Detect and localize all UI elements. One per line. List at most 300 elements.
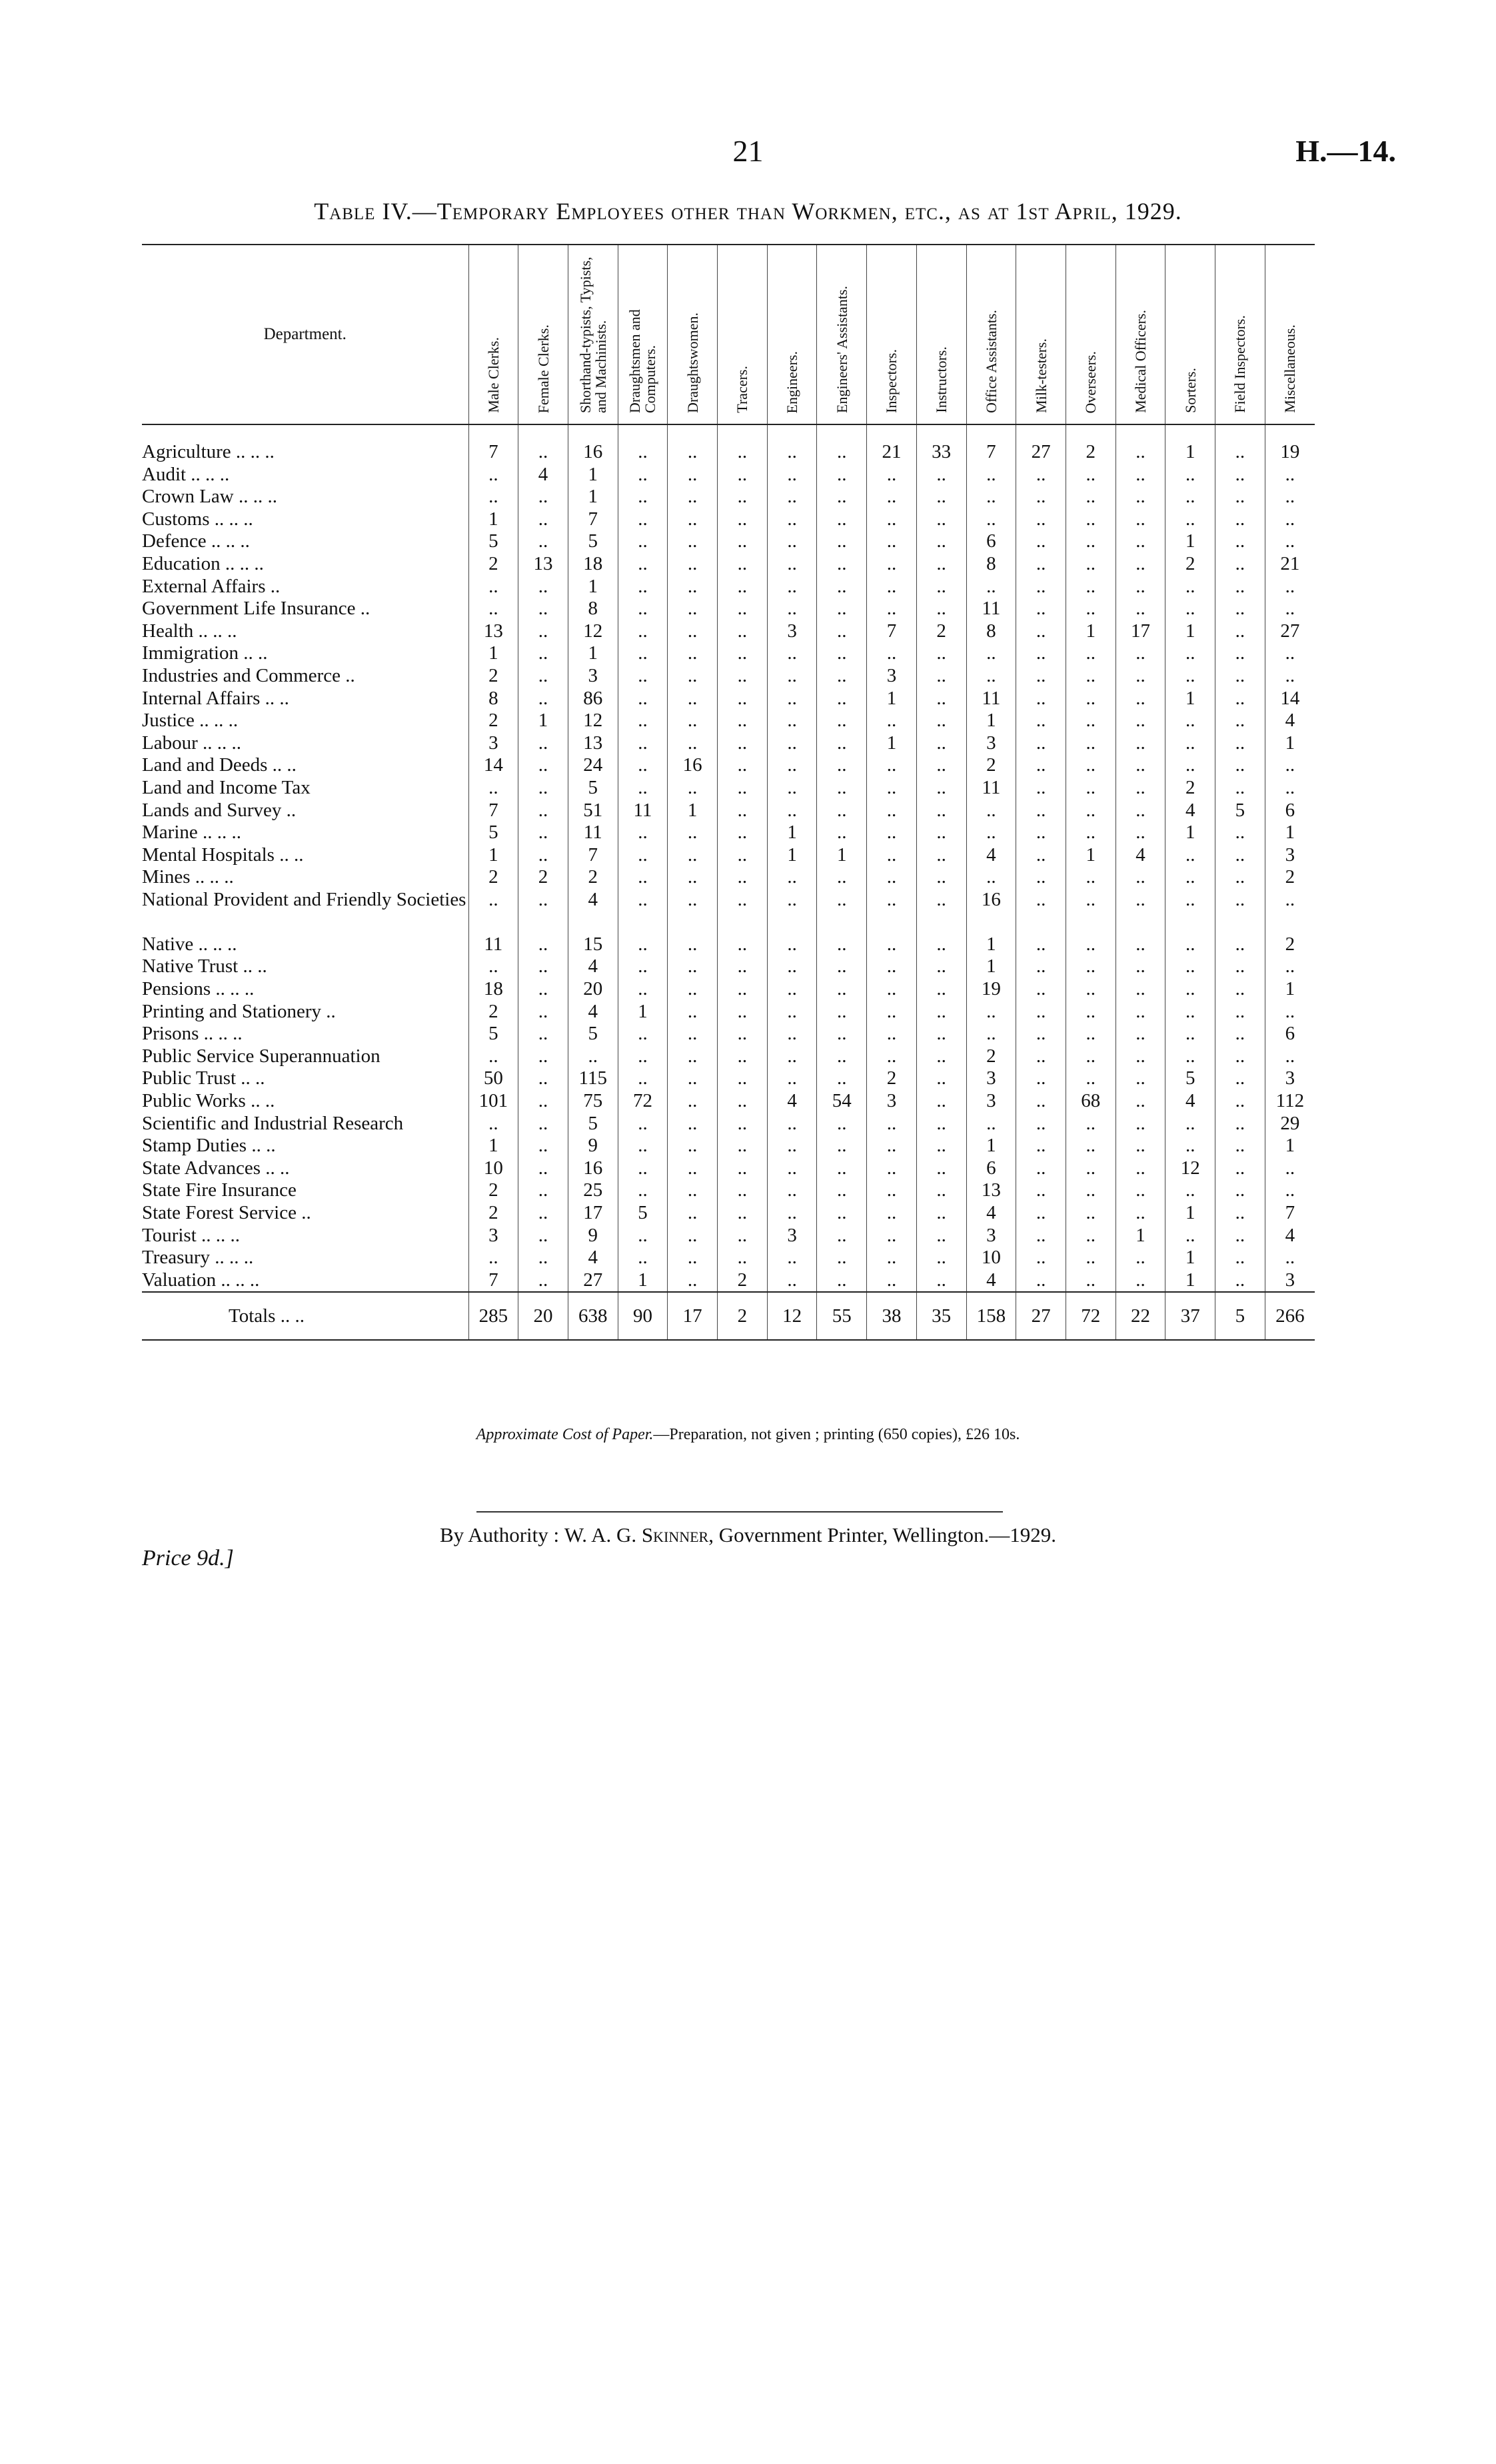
table-cell: 7 (966, 424, 1016, 464)
table-cell: .. (468, 1045, 518, 1068)
table-cell: .. (1016, 1045, 1066, 1068)
column-header-label: Instructors. (933, 346, 950, 413)
department-name: Native Trust .. .. (142, 955, 267, 977)
table-cell: 27 (1265, 620, 1315, 643)
table-cell: .. (1016, 1090, 1066, 1113)
table-cell: .. (1215, 598, 1265, 620)
column-header-label: Draughtswomen. (684, 312, 701, 413)
table-cell: 18 (568, 553, 618, 576)
table-cell: .. (817, 1269, 867, 1293)
department-name: Public Service Superannuation (142, 1045, 380, 1067)
table-cell: .. (1165, 1113, 1215, 1135)
table-cell: 1 (468, 642, 518, 665)
table-cell: .. (668, 1045, 718, 1068)
table-cell: .. (618, 424, 668, 464)
table-cell: .. (1215, 665, 1265, 688)
department-name: Customs .. .. .. (142, 508, 253, 530)
table-cell: 12 (568, 710, 618, 732)
table-cell: 11 (468, 933, 518, 956)
table-cell: 2 (966, 1045, 1016, 1068)
table-cell: 1 (468, 844, 518, 867)
table-cell: .. (718, 844, 768, 867)
total-cell: 638 (568, 1292, 618, 1340)
table-cell: .. (1016, 866, 1066, 889)
table-cell: 1 (1265, 732, 1315, 755)
table-cell: .. (1215, 1135, 1265, 1157)
table-cell: 7 (468, 1269, 518, 1293)
table-row (142, 866, 1315, 889)
table-row (142, 1179, 1315, 1202)
table-cell: .. (1066, 1269, 1116, 1293)
table-cell: .. (668, 1113, 718, 1135)
table-cell: .. (668, 486, 718, 508)
table-row (142, 1045, 1315, 1068)
table-cell: 3 (767, 1225, 817, 1247)
department-name: Treasury .. .. .. (142, 1247, 254, 1269)
table-cell: .. (1215, 1113, 1265, 1135)
table-cell: .. (1016, 688, 1066, 710)
table-cell: 86 (568, 688, 618, 710)
table-cell: .. (1265, 1001, 1315, 1023)
department-name: Valuation .. .. .. (142, 1269, 260, 1291)
table-cell: .. (1265, 1247, 1315, 1269)
table-cell: .. (817, 1135, 867, 1157)
table-cell: .. (1215, 1023, 1265, 1045)
table-cell: .. (1265, 598, 1315, 620)
table-cell: .. (1066, 822, 1116, 844)
total-cell: 22 (1116, 1292, 1165, 1340)
table-cell: .. (618, 955, 668, 978)
column-header-label: Field Inspectors. (1231, 315, 1249, 413)
table-cell: .. (1265, 777, 1315, 800)
table-cell: .. (718, 710, 768, 732)
table-cell: .. (1265, 642, 1315, 665)
table-cell: 8 (966, 553, 1016, 576)
table-cell: .. (1116, 822, 1165, 844)
table-cell: 6 (966, 530, 1016, 553)
employees-table (142, 244, 1315, 1341)
table-cell: .. (1016, 844, 1066, 867)
table-cell: .. (718, 553, 768, 576)
department-name: Health .. .. .. (142, 620, 237, 642)
table-cell: .. (817, 1067, 867, 1090)
table-cell: .. (1215, 1225, 1265, 1247)
table-cell: 1 (1265, 1135, 1315, 1157)
table-cell: .. (916, 464, 966, 486)
table-cell: .. (718, 688, 768, 710)
table-cell: .. (817, 1157, 867, 1180)
table-cell: .. (1116, 1023, 1165, 1045)
total-cell: 5 (1215, 1292, 1265, 1340)
table-cell: .. (867, 844, 917, 867)
table-cell: 1 (1066, 620, 1116, 643)
column-header-label: Miscellaneous. (1281, 324, 1299, 413)
table-cell: .. (1215, 1090, 1265, 1113)
table-cell: .. (518, 1001, 568, 1023)
table-cell: 4 (1265, 710, 1315, 732)
table-cell: 7 (468, 424, 518, 464)
table-cell: .. (1066, 530, 1116, 553)
table-cell: 5 (618, 1202, 668, 1225)
table-cell: .. (518, 889, 568, 933)
table-cell: .. (767, 889, 817, 933)
table-cell: .. (668, 553, 718, 576)
column-header-label: Inspectors. (883, 349, 900, 413)
table-cell: .. (817, 576, 867, 598)
table-cell: .. (767, 732, 817, 755)
table-cell: .. (966, 822, 1016, 844)
table-cell: 14 (1265, 688, 1315, 710)
table-cell: .. (518, 732, 568, 755)
table-cell: .. (668, 732, 718, 755)
table-cell: 1 (1165, 1202, 1215, 1225)
table-cell: .. (1165, 1225, 1215, 1247)
table-row (142, 844, 1315, 867)
table-cell: .. (916, 1001, 966, 1023)
table-cell: .. (718, 732, 768, 755)
total-cell: 37 (1165, 1292, 1215, 1340)
table-cell: .. (916, 710, 966, 732)
table-cell: 4 (1165, 1090, 1215, 1113)
table-cell: 2 (1265, 933, 1315, 956)
table-cell: 4 (1265, 1225, 1315, 1247)
table-cell: .. (1016, 777, 1066, 800)
table-cell: .. (668, 1202, 718, 1225)
table-cell: .. (916, 508, 966, 531)
table-cell: .. (518, 688, 568, 710)
total-cell: 38 (867, 1292, 917, 1340)
table-cell: 11 (966, 688, 1016, 710)
table-cell: .. (916, 1179, 966, 1202)
table-cell: .. (867, 978, 917, 1001)
table-cell: .. (817, 800, 867, 822)
table-cell: .. (718, 1157, 768, 1180)
totals-row (142, 1292, 1315, 1340)
footer-rule (476, 1511, 1003, 1513)
table-cell: .. (817, 822, 867, 844)
table-cell: .. (817, 710, 867, 732)
table-cell: .. (518, 620, 568, 643)
table-cell: 5 (1165, 1067, 1215, 1090)
table-cell: .. (618, 866, 668, 889)
table-cell: .. (668, 464, 718, 486)
table-cell: .. (1165, 1135, 1215, 1157)
table-cell: .. (916, 1113, 966, 1135)
table-row (142, 1202, 1315, 1225)
table-cell: 9 (568, 1225, 618, 1247)
column-header-label: Male Clerks. (484, 337, 502, 413)
table-cell: .. (1215, 889, 1265, 933)
table-cell: .. (767, 1067, 817, 1090)
table-cell: .. (1016, 732, 1066, 755)
department-name: Lands and Survey .. (142, 799, 297, 821)
table-cell: .. (817, 1023, 867, 1045)
table-cell: 3 (767, 620, 817, 643)
table-cell: .. (1265, 508, 1315, 531)
totals-label: Totals .. .. (142, 1292, 468, 1340)
table-cell: 2 (468, 866, 518, 889)
table-cell: .. (518, 1247, 568, 1269)
table-cell: .. (668, 1157, 718, 1180)
table-cell: .. (618, 1157, 668, 1180)
table-cell: .. (668, 665, 718, 688)
table-cell: 3 (966, 1090, 1016, 1113)
table-cell: .. (867, 1113, 917, 1135)
table-cell: 1 (1066, 844, 1116, 867)
table-cell: .. (966, 464, 1016, 486)
table-row (142, 978, 1315, 1001)
department-name: Marine .. .. .. (142, 822, 241, 844)
table-cell: .. (1066, 955, 1116, 978)
table-cell: .. (916, 844, 966, 867)
table-cell: .. (1265, 486, 1315, 508)
table-cell: 2 (916, 620, 966, 643)
table-cell: .. (1215, 732, 1265, 755)
table-cell: .. (817, 530, 867, 553)
table-cell: .. (767, 800, 817, 822)
table-cell: .. (668, 1090, 718, 1113)
column-header-label: Medical Officers. (1131, 310, 1149, 413)
table-cell: .. (1066, 688, 1116, 710)
department-name: Land and Deeds .. .. (142, 754, 297, 776)
table-cell: 4 (1165, 800, 1215, 822)
table-row (142, 1001, 1315, 1023)
table-cell: 8 (468, 688, 518, 710)
table-cell: 6 (966, 1157, 1016, 1180)
table-cell: .. (817, 777, 867, 800)
table-cell: .. (867, 530, 917, 553)
table-row (142, 553, 1315, 576)
table-cell: .. (1165, 486, 1215, 508)
table-cell: 27 (568, 1269, 618, 1293)
table-cell: .. (1215, 866, 1265, 889)
department-header: Department. (142, 245, 468, 424)
table-cell: .. (668, 642, 718, 665)
table-cell: .. (1016, 1157, 1066, 1180)
table-cell: 1 (618, 1001, 668, 1023)
table-cell: .. (518, 754, 568, 777)
table-cell: .. (1116, 1202, 1165, 1225)
table-cell: .. (618, 665, 668, 688)
table-cell: .. (618, 1225, 668, 1247)
department-name: Printing and Stationery .. (142, 1000, 336, 1022)
table-cell: .. (1215, 464, 1265, 486)
table-cell: 10 (966, 1247, 1016, 1269)
table-row (142, 576, 1315, 598)
department-name: Justice .. .. .. (142, 710, 239, 732)
table-cell: .. (1165, 508, 1215, 531)
table-cell: .. (867, 1045, 917, 1068)
table-cell: .. (867, 464, 917, 486)
table-cell: 16 (568, 1157, 618, 1180)
table-cell: 9 (568, 1135, 618, 1157)
department-name: Tourist .. .. .. (142, 1224, 240, 1246)
table-cell: .. (718, 955, 768, 978)
table-cell: .. (1016, 1113, 1066, 1135)
table-cell: .. (767, 576, 817, 598)
table-cell: .. (1066, 464, 1116, 486)
table-cell: .. (668, 889, 718, 933)
table-cell: .. (1066, 1225, 1116, 1247)
table-cell: .. (916, 1225, 966, 1247)
table-cell: .. (1066, 486, 1116, 508)
table-cell: .. (867, 800, 917, 822)
table-cell: .. (1016, 464, 1066, 486)
table-cell: .. (1165, 598, 1215, 620)
table-cell: .. (518, 1269, 568, 1293)
table-cell: 1 (1165, 424, 1215, 464)
table-cell: .. (668, 424, 718, 464)
table-cell: .. (966, 1001, 1016, 1023)
table-cell: .. (1215, 424, 1265, 464)
column-header-label: Tracers. (734, 366, 751, 413)
table-row (142, 464, 1315, 486)
table-cell: .. (1116, 424, 1165, 464)
table-cell: .. (1016, 1135, 1066, 1157)
table-cell: .. (1066, 1023, 1116, 1045)
table-cell: .. (668, 978, 718, 1001)
table-cell: .. (916, 822, 966, 844)
table-cell: .. (618, 844, 668, 867)
column-header (1016, 245, 1066, 424)
table-row (142, 1269, 1315, 1293)
table-cell: .. (817, 1001, 867, 1023)
table-cell: 13 (468, 620, 518, 643)
table-cell: .. (1016, 553, 1066, 576)
table-cell: .. (668, 866, 718, 889)
table-cell: .. (867, 598, 917, 620)
table-cell: .. (1215, 822, 1265, 844)
column-header-label: Milk-testers. (1032, 338, 1050, 413)
table-cell: .. (568, 1045, 618, 1068)
table-cell: .. (916, 1157, 966, 1180)
table-cell: 1 (1165, 620, 1215, 643)
table-cell: .. (468, 955, 518, 978)
column-header (1116, 245, 1165, 424)
table-title-text: —Temporary Employees other than Workmen, etc., as at 1st April, 1929. (412, 198, 1182, 225)
table-cell: .. (1215, 1202, 1265, 1225)
table-cell: 7 (1265, 1202, 1315, 1225)
table-row (142, 800, 1315, 822)
table-cell: .. (1116, 688, 1165, 710)
table-cell: 1 (767, 822, 817, 844)
table-cell: 72 (618, 1090, 668, 1113)
table-cell: .. (618, 1247, 668, 1269)
table-cell: .. (767, 486, 817, 508)
table-cell: .. (1066, 1247, 1116, 1269)
table-cell: .. (1116, 800, 1165, 822)
table-cell: .. (518, 1157, 568, 1180)
cost-note (0, 1426, 1496, 1444)
table-cell: .. (718, 620, 768, 643)
department-name: Stamp Duties .. .. (142, 1135, 276, 1157)
table-cell: .. (767, 665, 817, 688)
table-row (142, 732, 1315, 755)
table-cell: .. (1066, 1202, 1116, 1225)
table-cell: .. (916, 665, 966, 688)
department-name: National Provident and Friendly Societies (142, 888, 466, 910)
table-cell: .. (1016, 530, 1066, 553)
table-cell: .. (668, 688, 718, 710)
table-cell: .. (1265, 576, 1315, 598)
table-cell: .. (867, 1001, 917, 1023)
table-cell: 19 (1265, 424, 1315, 464)
table-cell: 1 (1165, 822, 1215, 844)
table-cell: .. (767, 710, 817, 732)
table-cell: 3 (867, 1090, 917, 1113)
table-cell: .. (966, 642, 1016, 665)
table-cell: .. (1116, 486, 1165, 508)
department-name: Internal Affairs .. .. (142, 687, 289, 709)
cost-label: Approximate Cost of Paper. (476, 1426, 654, 1443)
department-name: Labour .. .. .. (142, 732, 241, 754)
table-cell: 1 (767, 844, 817, 867)
table-cell: .. (1116, 866, 1165, 889)
table-cell: .. (718, 642, 768, 665)
table-cell: .. (1116, 710, 1165, 732)
printer-name: W. A. G. Skinner (564, 1523, 709, 1546)
table-cell: .. (966, 665, 1016, 688)
table-cell: .. (1116, 978, 1165, 1001)
table-cell: .. (867, 486, 917, 508)
total-cell: 55 (817, 1292, 867, 1340)
table-cell: .. (817, 508, 867, 531)
table-cell: .. (1016, 620, 1066, 643)
authority-suffix: , Government Printer, Wellington.—1929. (708, 1523, 1056, 1546)
table-cell: 2 (568, 866, 618, 889)
table-cell: .. (1016, 576, 1066, 598)
table-cell: .. (817, 665, 867, 688)
table-cell: .. (718, 464, 768, 486)
department-name: Crown Law .. .. .. (142, 486, 277, 508)
table-cell: .. (1066, 777, 1116, 800)
table-cell: 2 (518, 866, 568, 889)
table-cell: 115 (568, 1067, 618, 1090)
table-cell: .. (718, 754, 768, 777)
column-header-label: Overseers. (1082, 350, 1100, 413)
table-cell: .. (767, 955, 817, 978)
table-cell: 3 (867, 665, 917, 688)
table-cell: 11 (966, 777, 1016, 800)
table-cell: .. (817, 955, 867, 978)
table-cell: .. (1016, 486, 1066, 508)
table-cell: .. (767, 1179, 817, 1202)
table-cell: .. (1116, 955, 1165, 978)
table-cell: 16 (668, 754, 718, 777)
table-cell: 16 (966, 889, 1016, 933)
table-cell: .. (1116, 1090, 1165, 1113)
table-cell: .. (1116, 754, 1165, 777)
table-row (142, 1023, 1315, 1045)
table-cell: .. (1265, 1179, 1315, 1202)
department-name: State Advances .. .. (142, 1157, 290, 1179)
table-cell: .. (1165, 710, 1215, 732)
table-cell: .. (718, 889, 768, 933)
table-cell: 29 (1265, 1113, 1315, 1135)
table-cell: 3 (468, 1225, 518, 1247)
page-number: 21 (732, 134, 764, 168)
table-cell: .. (518, 665, 568, 688)
table-cell: .. (518, 576, 568, 598)
table-row (142, 933, 1315, 956)
total-cell: 266 (1265, 1292, 1315, 1340)
table-row (142, 642, 1315, 665)
table-row (142, 1157, 1315, 1180)
table-cell: .. (518, 822, 568, 844)
table-cell: 3 (1265, 1269, 1315, 1293)
table-cell: .. (867, 1247, 917, 1269)
table-cell: .. (468, 777, 518, 800)
